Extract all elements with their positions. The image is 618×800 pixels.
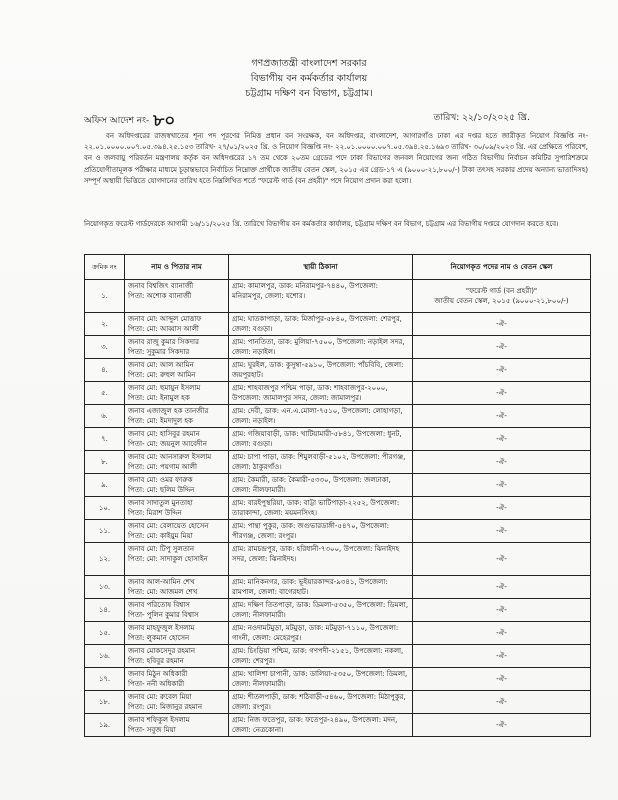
appointee-name: জনাব মো: ওমর ফারুক: [128, 476, 193, 484]
appointee-name: জনাব বিশ্বজিৎ ব্যানার্জী: [128, 282, 194, 290]
father-name: পিতা: মো: ইমদাদুল হক: [128, 417, 193, 425]
father-name: পিতা: অশোক ব্যানার্জী: [128, 292, 192, 300]
serial-cell: ৮.: [85, 451, 125, 474]
appointee-name: জনাব মো: বেলায়েত হোসেন: [128, 522, 209, 530]
appointee-name: জনাব সাদাতুল মুনতাহা: [128, 499, 193, 507]
name-cell: [125, 576, 229, 599]
name-cell: [125, 382, 229, 405]
name-cell: [125, 668, 229, 691]
father-name: পিতা: মিরাশ উদ্দিন: [128, 509, 182, 517]
table-row: [85, 520, 591, 543]
name-cell: [125, 645, 229, 668]
appointee-name: জনাব মাহফুজুল ইসলাম: [128, 624, 195, 632]
post-cell: -ঐ-: [413, 576, 591, 599]
father-name: পিতা: মো: মিজানুর রহমান: [128, 703, 203, 711]
appointee-name: জনাব শফিকুল ইসলাম: [128, 716, 190, 724]
father-name: পিতা: মো: ছলিম উদ্দিন: [128, 486, 195, 494]
serial-cell: ৪.: [85, 359, 125, 382]
table-row: [85, 645, 591, 668]
address-cell: গ্রাম: নিজ ফতেপুর, ডাক: ফতেপুর-২৪৯০, উপজেলা: মদন, জেলা: নেত্রকোনা।: [229, 714, 413, 737]
col-name: নাম ও পিতার নাম: [125, 255, 229, 280]
name-cell: [125, 451, 229, 474]
father-name: পিতা: মো: পয়গাম আলী: [128, 463, 197, 471]
serial-cell: ৯.: [85, 474, 125, 497]
serial-cell: ১৮.: [85, 691, 125, 714]
table-row: [85, 543, 591, 576]
appointee-name: জনাব মো: হুমায়ুন ইসলাম: [128, 384, 201, 392]
table-body: [85, 280, 591, 737]
serial-cell: ৬.: [85, 405, 125, 428]
table-row: [85, 474, 591, 497]
address-cell: গ্রাম: রামচন্দ্রপুর, ডাক: হরিধানী-৭৩০০, উপজেলা: ঝিনাইদহ সদর, জেলা: ঝিনাইদহ।: [229, 543, 413, 576]
address-cell: গ্রাম: মানিকনগর, ডাক: ভূইয়ারকান্দর-৯৩৪১, উপজেলা: রামপাল, জেলা: বাগেরহাট।: [229, 576, 413, 599]
table-row: [85, 576, 591, 599]
post-cell: -ঐ-: [413, 691, 591, 714]
serial-cell: ৩.: [85, 336, 125, 359]
name-cell: [125, 622, 229, 645]
post-cell: -ঐ-: [413, 497, 591, 520]
post-cell: -ঐ-: [413, 520, 591, 543]
table-row: [85, 691, 591, 714]
post-cell: -ঐ-: [413, 622, 591, 645]
address-cell: গ্রাম: দেবী, ডাক: এন.এ.মোলা-৭৫১০, উপজেলা: লোহাগড়া, জেলা: নড়াইল।: [229, 405, 413, 428]
post-cell: -ঐ-: [413, 405, 591, 428]
name-cell: [125, 280, 229, 313]
address-cell: গ্রাম: কামালপুর, ডাক: মনিরামপুর-৭৪৪০, উপজেলা: মনিরামপুর, জেলা: যশোর।: [229, 280, 413, 313]
order-paragraph-1: বন অধিদপ্তরের রাজস্বখাতের শূন্য পদ পূরণের নিমিত্ত প্রধান বন সংরক্ষক, বন অধিদপ্তর, বাংলাদেশ, আগারগাঁও ঢাকা এর দপ্তর হতে জারীকৃত নিয়োগ বিজ্ঞপ্তি নং- ২২.০১.০০০০.০০৭.০৫.৩৯৪.২৫.১৫৩ তারিখ- ২৭/০১/২০২৫ খ্রি. ও নিয়োগ বিজ্ঞপ্তি নং- ২২.০১.০০০০.০০৭.০৫.৩৯৪.২৫.১৬৯৩ তারিখ- ৩০/০৯/২০২৩ খ্রি. এর প্রেক্ষিতে পরিবেশ, বন ও জলবায়ু পরিবর্তন মন্ত্রণালয় কর্তৃক বন অধিদপ্তরের ১৭ তম থেকে ২০তম গ্রেডের পদে ঢাকা বিভাগের জনবল নিয়োগের জন্য গঠিত বিভাগীয় নির্বাচন কমিটির সুপারিশক্রমে প্রতিযোগীতামূলক পরীক্ষার মাধ্যমে চূড়ান্তভাবে নির্বাচিত নিম্নোক্ত প্রার্থীকে জাতীয় বেতন স্কেল, ২০১৫ এর গ্রেড-১৭ এ (৯০০০-২১,৮০০/-) টাকা তৎসহ সরকার প্রদেয় অন্যান্য ভাতাদিসহ) সম্পূর্ণ অস্থায়ী ভিত্তিতে যোগদানের তারিখ হতে নিম্নলিখিত শর্তে "ফরেস্ট গার্ড (বন প্রহরী)" পদে নিয়োগ প্রদান করা হলো।: [84, 132, 589, 185]
appointee-name: জনাব মো: হাসিবুর রহমান: [128, 430, 200, 438]
letterhead: [0, 56, 618, 101]
address-cell: গ্রাম: পানতিতা, ডাক: মুলিয়া-৭৫০০, উপজেলা: নড়াইল সদর, জেলা: নড়াইল।: [229, 336, 413, 359]
col-address: স্থায়ী ঠিকানা: [229, 255, 413, 280]
address-cell: গ্রাম: শীতলপাড়ী, ডাক: শঠিবাড়ী-৫৪৬০, উপজেলা: মিঠাপুকুর, জেলা: রংপুর।: [229, 691, 413, 714]
government-title: গণপ্রজাতন্ত্রী বাংলাদেশ সরকার: [251, 58, 367, 69]
father-name: পিতা: মো: সাদাকুল হোসাইন: [128, 555, 208, 563]
address-cell: গ্রাম: শাহবাজপুর পশ্চিম পাড়া, ডাক: শাহবাজপুর-২০০০, উপজেলা: জামালপুর সদর, জেলা: জামালপুর।: [229, 382, 413, 405]
serial-cell: ১১.: [85, 520, 125, 543]
order-date: তারিখ: ২২/১০/২০২৫ খ্রি.: [433, 113, 530, 123]
serial-cell: ১৬.: [85, 645, 125, 668]
address-cell: গ্রাম: গজিয়াবাড়ী, ডাক: খাটিয়ামারী-৫৮৪১, উপজেলা: ধুনট, জেলা: বগুড়া।: [229, 428, 413, 451]
post-cell: -ঐ-: [413, 645, 591, 668]
father-name: পিতা: মো: আব্বাস আলী: [128, 325, 199, 333]
appointee-name: জনাব আল-আমিন শেখ: [128, 578, 195, 586]
name-cell: [125, 691, 229, 714]
address-cell: গ্রাম: চাপা পাড়া, ডাক: শিমুলবাড়ী-৫১০২, উপজেলা: পীরগঞ্জ, জেলা: ঠাকুরগাঁও।: [229, 451, 413, 474]
table-row: [85, 405, 591, 428]
appointee-name: জনাব মো: রুবেল মিয়া: [128, 693, 192, 701]
address-cell: গ্রাম: কৈমারী, ডাক: কৈমারী-৫৩৩০, উপজেলা: জলঢাকা, জেলা: নীলফামারী।: [229, 474, 413, 497]
post-cell: -ঐ-: [413, 336, 591, 359]
table-row: [85, 622, 591, 645]
father-name: পিতা: সুকুমার সিকদার: [128, 348, 190, 356]
table-row: [85, 336, 591, 359]
father-name: পিতা- ননী অধিকারী: [128, 680, 185, 688]
father-name: পিতা- পুলিন কুমার বিশ্বাস: [128, 611, 199, 619]
order-number-label: অফিস আদেশ নং-: [84, 116, 150, 126]
serial-cell: ১.: [85, 280, 125, 313]
father-name: পিতা: মো: রুহুল আমিন: [128, 371, 196, 379]
name-cell: [125, 497, 229, 520]
name-cell: [125, 543, 229, 576]
father-name: পিতা- মো: জয়নুল আবেদীন: [128, 440, 207, 448]
appointee-name: জনাব মো: আনসারুল ইসলাম: [128, 453, 212, 461]
name-cell: [125, 313, 229, 336]
father-name: পিতা: মো: কাইয়ুম মিয়া: [128, 532, 193, 540]
table-header-row: [85, 255, 591, 280]
name-cell: [125, 714, 229, 737]
serial-cell: ২.: [85, 313, 125, 336]
post-cell: -ঐ-: [413, 543, 591, 576]
post-cell: -ঐ-: [413, 359, 591, 382]
table-row: [85, 497, 591, 520]
name-cell: [125, 336, 229, 359]
father-name: পিতা: মো: আজমল শেখ: [128, 588, 198, 596]
father-name: পিতা: মো: ইনামুল হক: [128, 394, 190, 402]
office-title: বিভাগীয় বন কর্মকর্তার কার্যালয়: [250, 73, 368, 84]
order-paragraph-2: নিয়োগকৃত ফরেস্ট গার্ডদেরকে আগামী ১৬/১১/২০২৫ খ্রি. তারিখে বিভাগীয় বন কর্মকর্তার কার্যালয়, চট্টগ্রাম দক্ষিণ বন বিভাগ, চট্টগ্রাম এর বিভাগীয় দপ্তরে যোগদান করতে হবে।: [84, 220, 559, 228]
pay-scale: জাতীয় বেতন স্কেল, ২০১৫ (৯০০০-২১,৮০০/-): [434, 297, 569, 305]
appointee-name: জনাব পরিতোষ বিশ্বাস: [128, 601, 190, 609]
serial-cell: ১০.: [85, 497, 125, 520]
name-cell: [125, 474, 229, 497]
appointee-name: জনাব মো: টিপু সুলতান: [128, 545, 195, 553]
post-cell: -ঐ-: [413, 451, 591, 474]
col-post: নিয়োগকৃত পদের নাম ও বেতন স্কেল: [413, 255, 591, 280]
father-name: পিতা: হবিবুর রহমান: [128, 657, 184, 665]
table-row: [85, 451, 591, 474]
name-cell: [125, 520, 229, 543]
post-cell: -ঐ-: [413, 668, 591, 691]
appointee-name: জনাব মিঠুন অধিকারী: [128, 670, 188, 678]
father-name: পিতা- সবুজ মিয়া: [128, 726, 176, 734]
address-cell: গ্রাম: দক্ষিণ তিতপাড়া, ডাক: ডিমলা-৫৩৫০, উপজেলা: ডিমলা, জেলা: নীলফামারী।: [229, 599, 413, 622]
appointee-name: জনাব রাজু কুমার সিকদার: [128, 338, 199, 346]
serial-cell: ১৪.: [85, 599, 125, 622]
table-row: [85, 668, 591, 691]
name-cell: [125, 599, 229, 622]
table-row: [85, 428, 591, 451]
post-cell: -ঐ-: [413, 714, 591, 737]
table-row: [85, 313, 591, 336]
post-title: "ফরেস্ট গার্ড (বন প্রহরী)": [465, 287, 538, 295]
post-cell: -ঐ-: [413, 599, 591, 622]
address-cell: গ্রাম: খালিশা চাপানী, ডাক: ডালিয়া-৫৩৫০, উপজেলা: ডিমলা, জেলা: নীলফামারী।: [229, 668, 413, 691]
appointee-name: জনাব মো: আল আমিন: [128, 361, 194, 369]
table-row: [85, 599, 591, 622]
order-number-value: ৮০: [153, 111, 176, 131]
col-serial: ক্রমিক নং: [85, 255, 125, 280]
serial-cell: ১২.: [85, 543, 125, 576]
name-cell: [125, 405, 229, 428]
appointee-name: জনাব মোকসেদুর রহমান: [128, 647, 196, 655]
serial-cell: ৫.: [85, 382, 125, 405]
appointee-name: জনাব মো: আব্দুল মোত্তাফ: [128, 315, 202, 323]
name-cell: [125, 359, 229, 382]
name-cell: [125, 428, 229, 451]
father-name: পিতা: লুকমান হোসেন: [128, 634, 190, 642]
serial-cell: ১৯.: [85, 714, 125, 737]
serial-cell: ১৭.: [85, 668, 125, 691]
post-cell: -ঐ-: [413, 382, 591, 405]
table-row: [85, 359, 591, 382]
appointee-table: [84, 254, 591, 737]
post-cell: -ঐ-: [413, 428, 591, 451]
appointee-name: জনাব এজাজুল হক তানজীর: [128, 407, 209, 415]
table-row: [85, 382, 591, 405]
division-title: চট্টগ্রাম দক্ষিণ বন বিভাগ, চট্টগ্রাম।: [245, 88, 373, 99]
serial-cell: ৭.: [85, 428, 125, 451]
table-row: [85, 280, 591, 313]
address-cell: গ্রাম: বারইপুস্থরিয়া, ডাক: বাট্টা ভাটিপাড়া-২২৫২, উপজেলা: তারাকান্দা, জেলা: ময়মনসিংহ।: [229, 497, 413, 520]
post-cell: [413, 280, 591, 313]
table-row: [85, 714, 591, 737]
address-cell: গ্রাম: নওদামটমুড়া, মটমুড়া, ডাক: মটমুড়া-৭১১০, উপজেলা: গাংনী, জেলা: মেহেরপুর।: [229, 622, 413, 645]
serial-cell: ১৫.: [85, 622, 125, 645]
address-cell: গ্রাম: ঘুরইল, ডাক: কুসুম্বা-৫৯১০, উপজেলা: পাঁচবিবি, জেলা: জয়পুরহাট।: [229, 359, 413, 382]
address-cell: গ্রাম: পান্থা পুকুর, ডাক: জগুভারডাঙ্গী-৫৪৭০, উপজেলা: পীরগঞ্জ, জেলা: রংপুর।: [229, 520, 413, 543]
address-cell: গ্রাম: চিংড়িয়া পশ্চিম, ডাক: গণপদী-২১৫১, উপজেলা: নকলা, জেলা: শেরপুর।: [229, 645, 413, 668]
post-cell: -ঐ-: [413, 313, 591, 336]
address-cell: গ্রাম: ঘাতকাপাড়া, ডাক: মির্জাপুর-৫৮৪০, উপজেলা: শেরপুর, জেলা: বগুড়া।: [229, 313, 413, 336]
post-cell: -ঐ-: [413, 474, 591, 497]
serial-cell: ১৩.: [85, 576, 125, 599]
